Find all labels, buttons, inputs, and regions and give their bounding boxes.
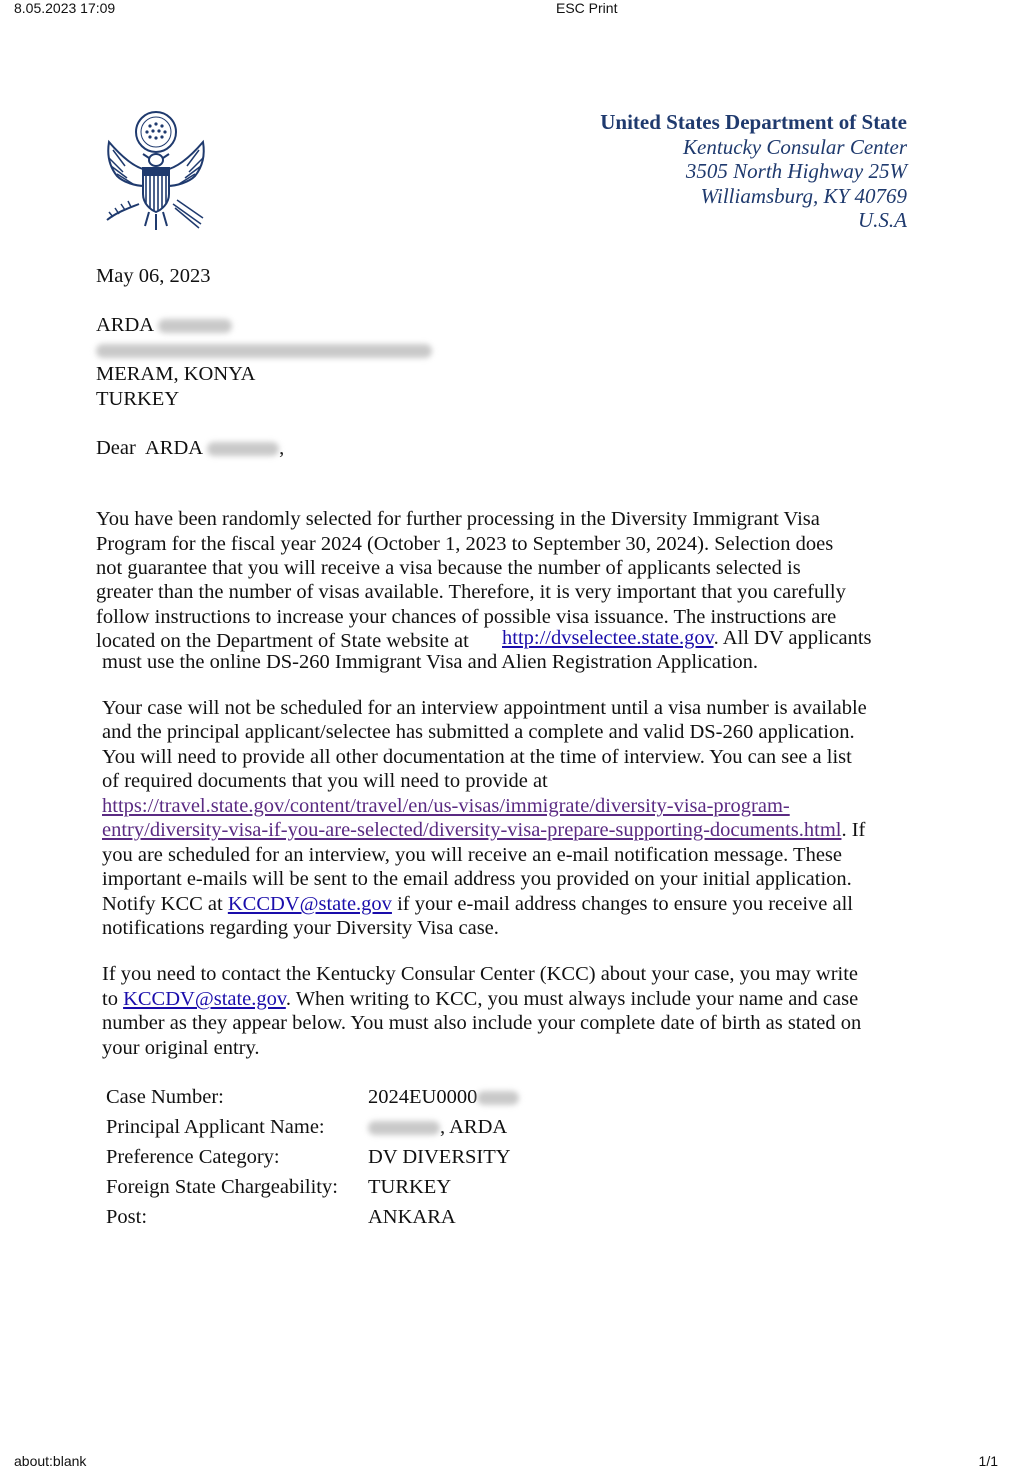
redacted-surname bbox=[158, 319, 232, 333]
para1-line6-post: . All DV applicants bbox=[713, 627, 872, 649]
para3-line: number as they appear below. You must also include your complete date of birth as stated on bbox=[102, 1012, 862, 1034]
salutation bbox=[96, 436, 284, 461]
para1-line: Program for the fiscal year 2024 (October 1, 2023 to September 30, 2024). Selection does bbox=[96, 533, 834, 555]
para1-line6-link bbox=[502, 626, 872, 651]
para1-line: greater than the number of visas available. Therefore, it is very important that you carefully bbox=[96, 581, 846, 603]
para1-line: follow instructions to increase your chances of possible visa issuance. The instructions are bbox=[96, 606, 837, 628]
post-label: Post: bbox=[106, 1206, 148, 1228]
print-datetime: 8.05.2023 17:09 bbox=[14, 0, 116, 16]
salutation-dear: Dear bbox=[96, 437, 136, 459]
para1-line: must use the online DS-260 Immigrant Visa and Alien Registration Application. bbox=[102, 651, 759, 673]
case-number-label: Case Number: bbox=[106, 1086, 224, 1108]
kccdv-email-link[interactable]: KCCDV@state.gov bbox=[123, 988, 286, 1010]
para2-line: notifications regarding your Diversity Visa case. bbox=[102, 917, 499, 939]
print-url: about:blank bbox=[14, 1453, 87, 1469]
applicant-name-value: , ARDA bbox=[440, 1116, 508, 1138]
para2-line: You will need to provide all other documentation at the time of interview. You can see a list bbox=[102, 746, 852, 768]
salutation-name: ARDA bbox=[144, 437, 202, 459]
case-number-row bbox=[106, 1086, 519, 1109]
chargeability-row bbox=[106, 1176, 451, 1199]
country: U.S.A bbox=[858, 208, 907, 232]
supporting-documents-link-part2[interactable]: entry/diversity-visa-if-you-are-selected/diversity-visa-prepare-supporting-documents.html bbox=[102, 819, 842, 841]
preference-category-label: Preference Category: bbox=[106, 1146, 280, 1168]
recipient-city: MERAM, KONYA bbox=[96, 363, 256, 385]
applicant-name-label: Principal Applicant Name: bbox=[106, 1116, 325, 1138]
case-number-value: 2024EU0000 bbox=[368, 1086, 478, 1108]
para1-line: You have been randomly selected for further processing in the Diversity Immigrant Visa bbox=[96, 508, 820, 530]
print-page-number: 1/1 bbox=[978, 1453, 998, 1469]
para2-url-post: . If bbox=[841, 819, 866, 841]
letter-date: May 06, 2023 bbox=[96, 265, 211, 287]
para2-line: important e-mails will be sent to the email address you provided on your initial application. bbox=[102, 868, 852, 890]
para2-line: Your case will not be scheduled for an interview appointment until a visa number is available bbox=[102, 697, 867, 719]
redacted-street bbox=[96, 344, 432, 358]
applicant-name-row bbox=[106, 1116, 507, 1139]
chargeability-value: TURKEY bbox=[368, 1176, 452, 1198]
org-name: United States Department of State bbox=[600, 110, 907, 134]
para1-line6-text: located on the Department of State website at bbox=[96, 630, 469, 652]
recipient-country: TURKEY bbox=[96, 388, 180, 410]
post-row bbox=[106, 1206, 456, 1229]
para2-url-line bbox=[102, 794, 790, 819]
redacted-surname bbox=[368, 1121, 440, 1135]
recipient-street-redacted bbox=[96, 338, 432, 363]
para2-notify-line bbox=[102, 892, 853, 917]
para3-line: If you need to contact the Kentucky Consular Center (KCC) about your case, you may write bbox=[102, 963, 859, 985]
post-value: ANKARA bbox=[368, 1206, 456, 1228]
redacted-surname bbox=[207, 442, 279, 456]
para3-line bbox=[102, 987, 858, 1012]
recipient-first-name: ARDA bbox=[96, 314, 153, 336]
para2-line: you are scheduled for an interview, you will receive an e-mail notification message. These bbox=[102, 844, 843, 866]
notify-post: if your e-mail address changes to ensure you receive all bbox=[391, 893, 854, 915]
city-state-zip: Williamsburg, KY 40769 bbox=[700, 183, 907, 208]
letterhead-address bbox=[600, 110, 907, 233]
great-seal-icon bbox=[95, 108, 217, 234]
center-name: Kentucky Consular Center bbox=[683, 134, 907, 159]
para3-to: to bbox=[102, 988, 118, 1010]
recipient-name bbox=[96, 313, 232, 338]
kccdv-email-link[interactable]: KCCDV@state.gov bbox=[227, 893, 392, 915]
street-address: 3505 North Highway 25W bbox=[685, 159, 907, 183]
para2-line: and the principal applicant/selectee has submitted a complete and valid DS-260 application. bbox=[102, 721, 855, 743]
print-title: ESC Print bbox=[556, 0, 618, 16]
salutation-comma: , bbox=[279, 437, 285, 459]
para2-url-line bbox=[102, 818, 865, 843]
preference-category-value: DV DIVERSITY bbox=[368, 1146, 511, 1168]
supporting-documents-link-part1[interactable]: https://travel.state.gov/content/travel/en/us-visas/immigrate/diversity-visa-program- bbox=[102, 795, 790, 817]
notify-pre: Notify KCC at bbox=[102, 893, 223, 915]
para3-line2-post: . When writing to KCC, you must always include your name and case bbox=[285, 988, 859, 1010]
preference-category-row bbox=[106, 1146, 511, 1169]
chargeability-label: Foreign State Chargeability: bbox=[106, 1176, 338, 1198]
para2-line: of required documents that you will need to provide at bbox=[102, 770, 548, 792]
para3-line: your original entry. bbox=[102, 1037, 260, 1059]
para1-line: not guarantee that you will receive a visa because the number of applicants selected is bbox=[96, 557, 801, 579]
dvselectee-link[interactable]: http://dvselectee.state.gov bbox=[502, 627, 714, 649]
redacted-case-suffix bbox=[477, 1091, 519, 1105]
